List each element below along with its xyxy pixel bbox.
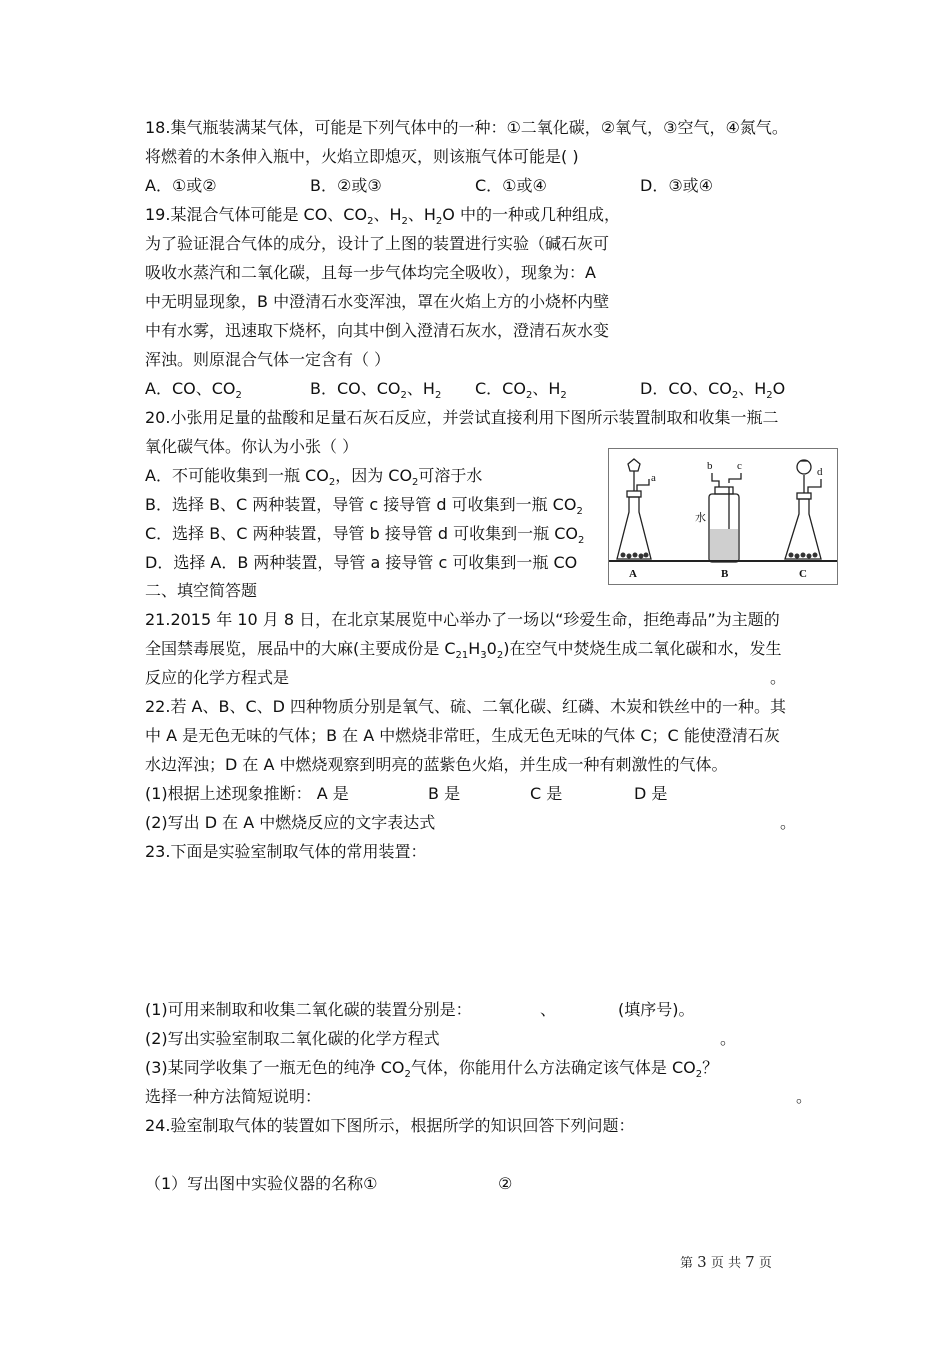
q23-part1-separator: 、 [540,1000,557,1019]
q20-stem-line2: 氧化碳气体。你认为小张（ ） [145,437,359,456]
q19-option-a: A．CO、$CO_2$ [145,379,242,401]
tube-label-d: d [817,466,823,478]
q21-stem-line2: 全国禁毒展览，展品中的大麻(主要成份是 $C_{21}H_30_2$)在空气中焚烧生成二氧化碳和水，发生 [145,639,782,661]
q22-stem-line2: 中 A 是无色无味的气体；B 在 A 中燃烧非常旺，生成无色无味的气体 C；C 能使澄清石灰 [145,726,780,745]
q21-answer-end: 。 [770,668,787,687]
q23-part2-end: 。 [720,1029,737,1048]
section-heading-fill-in: 二、填空简答题 [145,581,258,600]
q23-part2: (2)写出实验室制取二氧化碳的化学方程式 [145,1029,440,1048]
q18-option-c: C．①或④ [475,176,547,195]
funnel-a [628,459,640,471]
q18-option-d: D．③或④ [640,176,714,195]
q22-part1-c: C 是 [530,784,563,803]
apparatus-label-a: A [629,568,637,580]
q18-stem-line2: 将燃着的木条伸入瓶中，火焰立即熄灭，则该瓶气体可能是( ) [145,147,579,166]
q22-stem-line3: 水边浑浊；D 在 A 中燃烧观察到明亮的蓝紫色火焰，并生成一种有刺激性的气体。 [145,755,728,774]
tube-label-a: a [651,472,656,484]
q21-stem-line1: 21.2015 年 10 月 8 日，在北京某展览中心举办了一场以“珍爱生命，拒绝毒品”为主题的 [145,610,780,629]
q24-part1-blank2: ② [498,1174,513,1193]
q19-stem-line6: 浑浊。则原混合气体一定含有（ ） [145,350,391,369]
flask-a [617,497,651,559]
apparatus-label-b: B [721,568,729,580]
q18-stem-line1: 18.集气瓶装满某气体，可能是下列气体中的一种：①二氧化碳，②氧气，③空气，④氮气。 [145,118,788,137]
q19-stem-line1: 19.某混合气体可能是 CO、$CO_2$、$H_2$、$H_2O$ 中的一种或几种组成， [145,205,620,227]
q20-option-c: C．选择 B、C 两种装置，导管 b 接导管 d 可收集到一瓶 $CO_2$ [145,524,585,546]
q19-option-d: D．CO、$CO_2$、$H_2O$ [640,379,786,401]
q23-part3-end: 。 [796,1087,813,1106]
current-page-number: 3 [697,1253,707,1271]
q23-part1: (1)可用来制取和收集二氧化碳的装置分别是： [145,1000,472,1019]
q18-option-a: A．①或② [145,176,217,195]
apparatus-label-c: C [799,568,807,580]
q19-stem-line3: 吸收水蒸汽和二氧化碳，且每一步气体均完全吸收），现象为：A [145,263,596,282]
q22-part2: (2)写出 D 在 A 中燃烧反应的文字表达式 [145,813,436,832]
q23-part3: (3)某同学收集了一瓶无色的纯净 $CO_2$气体，你能用什么方法确定该气体是 $CO_2$？ [145,1058,719,1080]
q22-stem-line1: 22.若 A、B、C、D 四种物质分别是氧气、硫、二氧化碳、红磷、木炭和铁丝中的一种。其 [145,697,787,716]
q24-part1: （1）写出图中实验仪器的名称① [145,1174,378,1193]
tube-label-c: c [737,460,742,472]
separating-funnel-c [797,460,811,474]
q19-stem-line5: 中有水雾，迅速取下烧杯，向其中倒入澄清石灰水，澄清石灰水变 [145,321,610,340]
q20-option-a: A．不可能收集到一瓶 $CO_2$，因为 $CO_2$可溶于水 [145,466,483,488]
water-in-b [710,529,738,561]
q22-part1-b: B 是 [428,784,461,803]
q23-stem: 23.下面是实验室制取气体的常用装置： [145,842,427,861]
tube-label-b: b [707,460,713,472]
q20-apparatus-figure [608,448,838,585]
q21-stem-line3: 反应的化学方程式是 [145,668,290,687]
q22-part1-a: (1)根据上述现象推断： A 是 [145,784,349,803]
q24-stem: 24.验室制取气体的装置如下图所示，根据所学的知识回答下列问题： [145,1116,635,1135]
q19-option-b: B．CO、$CO_2$、$H_2$ [310,379,442,401]
q20-option-b: B．选择 B、C 两种装置，导管 c 接导管 d 可收集到一瓶 $CO_2$ [145,495,583,517]
q18-option-b: B．②或③ [310,176,382,195]
q19-stem-line4: 中无明显现象，B 中澄清石水变浑浊，罩在火焰上方的小烧杯内壁 [145,292,610,311]
water-label: 水 [695,512,706,524]
q20-stem-line1: 20.小张用足量的盐酸和足量石灰石反应，并尝试直接利用下图所示装置制取和收集一瓶二 [145,408,779,427]
q23-part1-note: (填序号)。 [618,1000,695,1019]
q22-part2-end: 。 [780,813,797,832]
q19-stem-line2: 为了验证混合气体的成分，设计了上图的装置进行实验（碱石灰可 [145,234,610,253]
total-page-number: 7 [745,1253,755,1271]
q22-part1-d: D 是 [634,784,668,803]
q19-option-c: C．$CO_2$、$H_2$ [475,379,567,401]
q23-part3-explain: 选择一种方法简短说明： [145,1087,322,1106]
q20-option-d: D．选择 A．B 两种装置，导管 a 接导管 c 可收集到一瓶 CO [145,553,578,572]
flask-c [785,499,821,559]
page-footer: 第 3 页 共 7 页 [680,1253,772,1271]
